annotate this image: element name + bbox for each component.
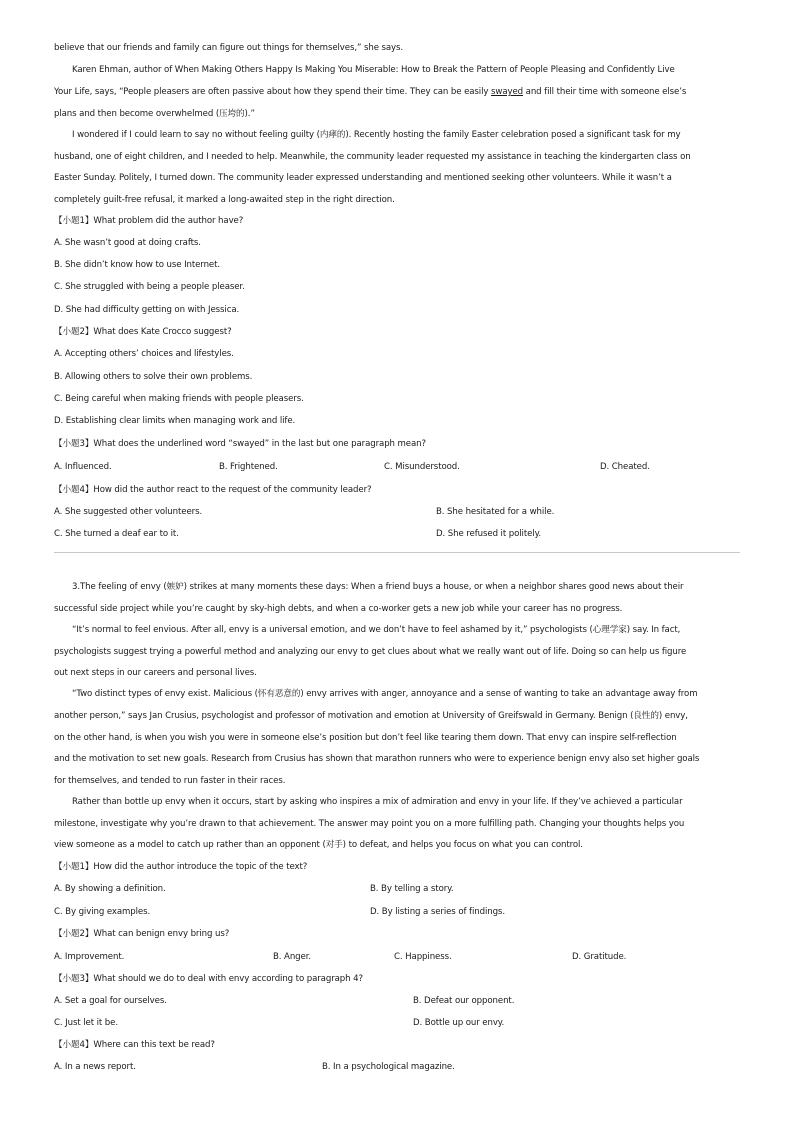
passage-line: plans and then become overwhelmed (压垮的).”: [54, 109, 255, 119]
question-4: 【小题4】Where can this text be read?: [54, 1040, 215, 1050]
option-c[interactable]: C. Just let it be.: [54, 1018, 118, 1028]
option-c[interactable]: C. By giving examples.: [54, 907, 151, 917]
passage-line: 3.The feeling of envy (嫉妒) strikes at many moments these days: When a friend buys a house, or when a neighbor shares good news about their: [72, 582, 684, 592]
passage-line: Easter Sunday. Politely, I turned down. The community leader expressed understanding and mentioned seeking other volunteers. While it wasn’t a: [54, 173, 672, 183]
passage-line: believe that our friends and family can figure out things for themselves,” she says.: [54, 43, 404, 53]
question-1: 【小题1】How did the author introduce the topic of the text?: [54, 862, 308, 872]
option-a[interactable]: A. Improvement.: [54, 952, 125, 962]
option-b[interactable]: B. Allowing others to solve their own problems.: [54, 372, 253, 382]
option-a[interactable]: A. Set a goal for ourselves.: [54, 996, 167, 1006]
option-c[interactable]: C. Being careful when making friends with people pleasers.: [54, 394, 304, 404]
passage-line: successful side project while you’re caught by sky-high debts, and when a co-worker gets a new job while your career has no progress.: [54, 604, 623, 614]
option-b[interactable]: B. She didn’t know how to use Internet.: [54, 260, 221, 270]
passage-line: Karen Ehman, author of When Making Others Happy Is Making You Miserable: How to Break the Pattern of People Pleasing and Confidently Live: [72, 65, 675, 75]
option-d[interactable]: D. She refused it politely.: [436, 529, 541, 539]
option-c[interactable]: C. Happiness.: [394, 952, 452, 962]
question-2: 【小题2】What does Kate Crocco suggest?: [54, 327, 232, 337]
option-c[interactable]: C. Misunderstood.: [384, 462, 460, 472]
passage-line: for themselves, and tended to run faster in their races.: [54, 776, 286, 786]
option-b[interactable]: B. She hesitated for a while.: [436, 507, 555, 517]
option-d[interactable]: D. Bottle up our envy.: [413, 1018, 505, 1028]
passage-line: another person,” says Jan Crusius, psychologist and professor of motivation and emotion at University of Greifswald in Germany. Benign (良性的) envy,: [54, 711, 688, 721]
question-1: 【小题1】What problem did the author have?: [54, 216, 244, 226]
underlined-word: swayed: [491, 87, 524, 97]
passage-line: “Two distinct types of envy exist. Malicious (怀有恶意的) envy arrives with anger, annoyance and a sense of wanting to take an advantage away from: [72, 689, 698, 699]
text-fragment: Your Life, says, “People pleasers are often passive about how they spend their time. They can be easily: [54, 87, 492, 97]
option-a[interactable]: A. She wasn’t good at doing crafts.: [54, 238, 201, 248]
option-c[interactable]: C. She turned a deaf ear to it.: [54, 529, 179, 539]
option-d[interactable]: D. Cheated.: [600, 462, 650, 472]
option-b[interactable]: B. Anger.: [273, 952, 312, 962]
question-4: 【小题4】How did the author react to the request of the community leader?: [54, 485, 372, 495]
passage-line: psychologists suggest trying a powerful method and analyzing our envy to get clues about what we really want out of life. Doing so can help us figure: [54, 647, 687, 657]
option-b[interactable]: B. In a psychological magazine.: [322, 1062, 455, 1072]
option-b[interactable]: B. Frightened.: [219, 462, 278, 472]
option-a[interactable]: A. Influenced.: [54, 462, 112, 472]
option-a[interactable]: A. Accepting others’ choices and lifestyles.: [54, 349, 234, 359]
passage-line: Rather than bottle up envy when it occurs, start by asking who inspires a mix of admiration and envy in your life. If they’ve achieved a particular: [72, 797, 683, 807]
passage-line: milestone, investigate why you’re drawn to that achievement. The answer may point you on a more fulfilling path. Changing your thoughts helps you: [54, 819, 685, 829]
question-3: 【小题3】What should we do to deal with envy according to paragraph 4?: [54, 974, 363, 984]
option-d[interactable]: D. Gratitude.: [572, 952, 627, 962]
option-b[interactable]: B. By telling a story.: [370, 884, 454, 894]
passage-line: and the motivation to set new goals. Research from Crusius has shown that marathon runners who were to experience benign envy also set higher goals: [54, 754, 700, 764]
option-a[interactable]: A. By showing a definition.: [54, 884, 166, 894]
passage-line: husband, one of eight children, and I needed to help. Meanwhile, the community leader requested my assistance in teaching the kindergarten class on: [54, 152, 691, 162]
passage-line: on the other hand, is when you wish you were in someone else’s position but don’t feel like tearing them down. That envy can inspire self-reflection: [54, 733, 677, 743]
section-divider: [54, 552, 740, 553]
passage-line: completely guilt-free refusal, it marked a long-awaited step in the right direction.: [54, 195, 395, 205]
passage-line: I wondered if I could learn to say no without feeling guilty (内痚的). Recently hosting the family Easter celebration posed a significant task for my: [72, 130, 681, 140]
passage-line: view someone as a model to catch up rather than an opponent (对手) to defeat, and helps you focus on what you can control.: [54, 840, 583, 850]
option-d[interactable]: D. By listing a series of findings.: [370, 907, 505, 917]
option-d[interactable]: D. Establishing clear limits when managing work and life.: [54, 416, 296, 426]
passage-line: “It’s normal to feel envious. After all, envy is a universal emotion, and we don’t have to feel ashamed by it,” psychologists (心理学家) say. In fact,: [72, 625, 681, 635]
question-3: 【小题3】What does the underlined word “swayed” in the last but one paragraph mean?: [54, 439, 426, 449]
question-2: 【小题2】What can benign envy bring us?: [54, 929, 230, 939]
option-c[interactable]: C. She struggled with being a people pleaser.: [54, 282, 245, 292]
option-a[interactable]: A. In a news report.: [54, 1062, 136, 1072]
option-d[interactable]: D. She had difficulty getting on with Jessica.: [54, 305, 240, 315]
option-b[interactable]: B. Defeat our opponent.: [413, 996, 515, 1006]
text-fragment: and fill their time with someone else’s: [523, 87, 687, 97]
passage-line: out next steps in our careers and personal lives.: [54, 668, 257, 678]
option-a[interactable]: A. She suggested other volunteers.: [54, 507, 203, 517]
passage-line: [54, 86, 686, 98]
